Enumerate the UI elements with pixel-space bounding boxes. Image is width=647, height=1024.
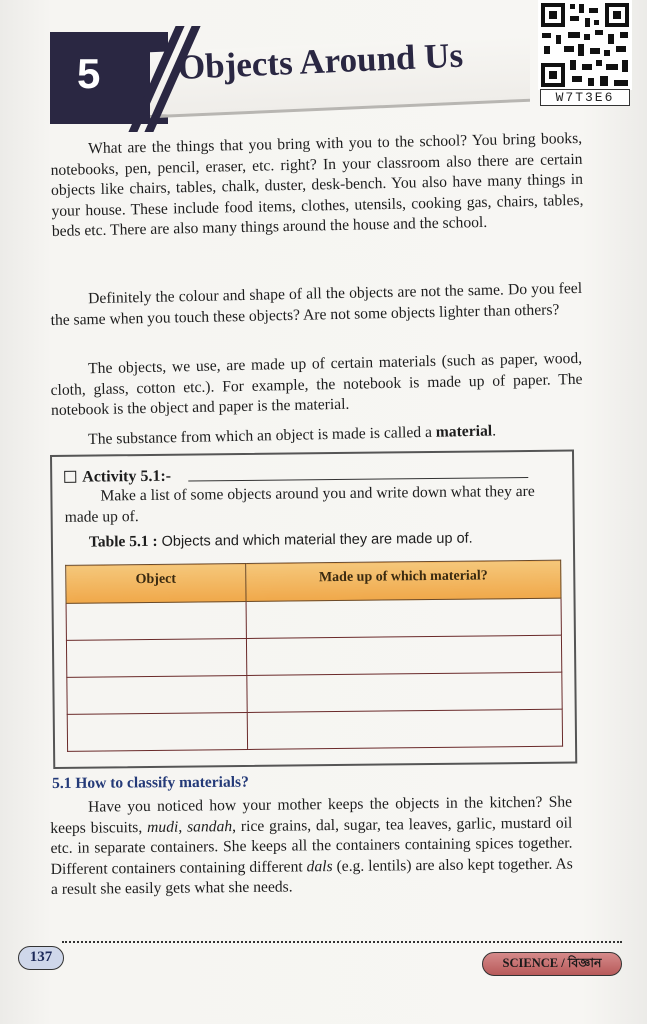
table-row xyxy=(66,598,561,640)
section-text: , rice grains, dal, sugar, tea leaves, garlic, mustard oil etc. in separate containers. She keeps all the containers containing spices together. Different containers containing different xyxy=(50,814,573,878)
term-dals: dals xyxy=(306,857,333,875)
activity-instruction: Make a list of some objects around you and write down what they are made up of. xyxy=(64,482,535,526)
table-row xyxy=(66,635,561,677)
activity-box xyxy=(50,450,577,769)
table-cell xyxy=(67,675,247,714)
paragraph: The objects, we use, are made up of certain materials (such as paper, wood, cloth, glass, cotton etc.). For example, the notebook is made up of paper. The notebook is the object and paper is the material. xyxy=(50,349,583,419)
chapter-number: 5 xyxy=(77,50,101,97)
table-cell xyxy=(66,601,246,640)
column-header-material: Made up of which material? xyxy=(246,560,561,601)
paragraph: What are the things that you bring with you to the school? You bring books, notebooks, pen, pencil, eraser, etc. right? In your classroom also there are certain objects like chairs, tables, chalk, duster, desk-bench. You also have many things in your house. These include food items, clothes, utensils, cooking gas, chairs, tables, beds etc. There are also many things around the house and the school. xyxy=(50,129,584,240)
table-cell xyxy=(247,709,562,749)
term-sandah: sandah xyxy=(186,817,233,836)
definition-end: . xyxy=(491,422,497,440)
materials-table xyxy=(65,560,563,752)
activity-heading xyxy=(64,468,171,487)
activity-heading-text: Activity 5.1:- xyxy=(82,467,172,486)
section-text: Have you noticed how your mother keeps the objects in the kitchen? She keeps biscuits, xyxy=(50,793,573,837)
table-header-row xyxy=(66,560,561,603)
definition-term: material xyxy=(435,422,493,441)
table-cell xyxy=(247,672,562,712)
table-row xyxy=(67,709,562,751)
section-text: (e.g. lentils) are also kept together. As a result she easily gets what she needs. xyxy=(50,855,573,898)
page-number: 137 xyxy=(18,946,64,970)
chapter-title: Objects Around Us xyxy=(177,35,464,87)
section-text: , xyxy=(178,818,188,836)
table-cell xyxy=(246,598,561,638)
table-cell xyxy=(66,638,246,677)
table-row xyxy=(67,672,562,714)
qr-code-icon[interactable] xyxy=(538,0,632,90)
table-cell xyxy=(246,635,561,675)
definition-text: The substance from which an object is made is called a xyxy=(88,423,437,448)
paragraph: Definitely the colour and shape of all the objects are not the same. Do you feel the same when you touch these objects? Are not some objects lighter than others? xyxy=(50,279,583,329)
subject-label: SCIENCE / বিজ্ঞান xyxy=(482,952,622,976)
checkbox-square-icon xyxy=(64,471,76,483)
footer-dotted-rule xyxy=(62,941,622,943)
qr-code-label: W7T3E6 xyxy=(540,89,630,106)
table-cell xyxy=(67,712,247,751)
table-caption-text: Objects and which material they are made up of. xyxy=(161,530,473,550)
section-heading: 5.1 How to classify materials? xyxy=(52,773,249,792)
term-mudi: mudi xyxy=(147,818,179,836)
activity-heading-rule xyxy=(188,477,528,482)
definition-paragraph xyxy=(88,420,588,451)
column-header-object: Object xyxy=(66,563,246,603)
section-paragraph xyxy=(50,793,573,901)
table-caption xyxy=(89,530,473,552)
table-caption-label: Table 5.1 : xyxy=(88,532,158,551)
